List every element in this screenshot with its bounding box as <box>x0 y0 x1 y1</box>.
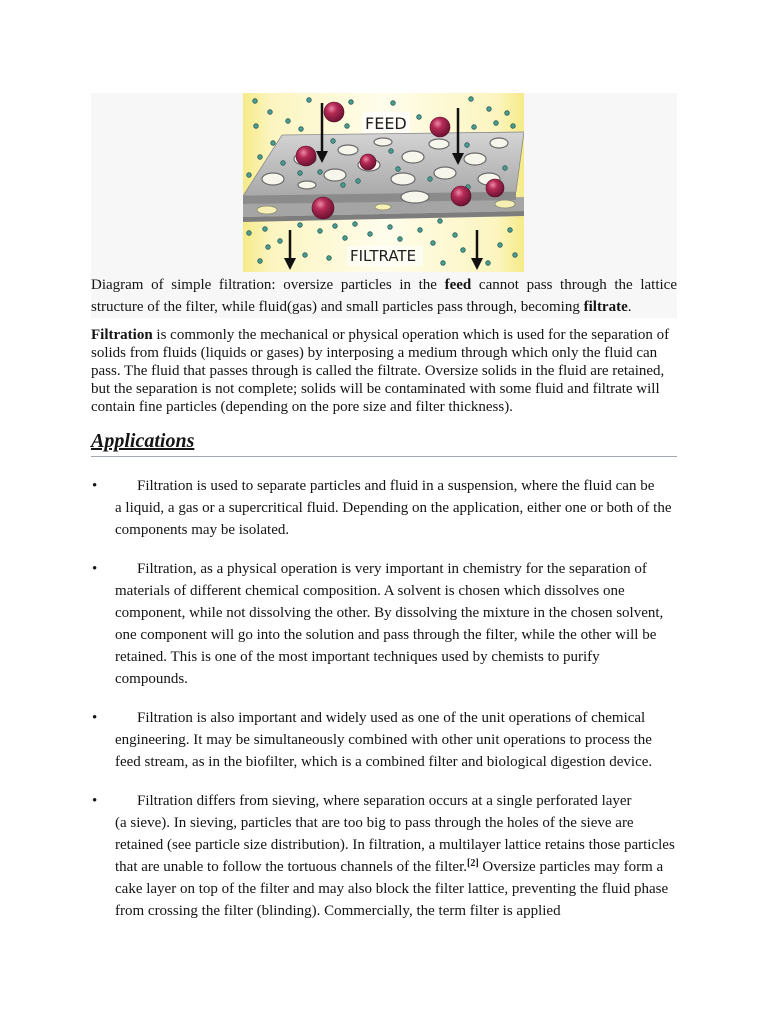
small-particle <box>431 241 436 246</box>
intro-line-text: is commonly the mechanical or physical operation which is used for the separation of <box>152 327 670 343</box>
small-particle <box>268 110 273 115</box>
small-particle <box>508 228 513 233</box>
small-particle <box>253 99 258 104</box>
intro-paragraph <box>91 326 691 416</box>
list-item-line: Filtration differs from sieving, where separation occurs at a single perforated layer <box>137 793 632 809</box>
list-item-line: component, while not dissolving the other. By dissolving the mixture in the chosen solvent, <box>115 605 664 621</box>
list-item-line: a liquid, a gas or a supercritical fluid. Depending on the application, either one or both of the <box>115 500 672 516</box>
caption-term-filtrate: filtrate <box>583 299 628 315</box>
small-particle <box>418 228 423 233</box>
filter-pore <box>464 153 486 165</box>
citation-reference: [2] <box>466 858 479 869</box>
small-particle <box>341 183 346 188</box>
small-particle <box>298 223 303 228</box>
small-particle <box>398 237 403 242</box>
small-particle <box>281 161 286 166</box>
list-item-line: one component will go into the solution and pass through the filter, while the other will be <box>115 627 657 643</box>
small-particle <box>299 127 304 132</box>
list-item <box>91 707 691 773</box>
filter-pore <box>324 169 346 181</box>
small-particle <box>396 167 401 172</box>
list-item-line: Filtration, as a physical operation is very important in chemistry for the separation of <box>137 561 647 577</box>
filter-pore <box>374 138 392 146</box>
caption-line <box>91 296 677 318</box>
section-heading-applications: Applications <box>91 430 195 452</box>
small-particle <box>307 98 312 103</box>
caption-text: . <box>627 299 632 315</box>
filter-pore <box>257 206 277 214</box>
caption-text: structure of the filter, while fluid(gas) and small particles pass through, becoming <box>91 299 584 315</box>
list-item <box>91 558 691 690</box>
small-particle <box>278 239 283 244</box>
list-item-line: feed stream, as in the biofilter, which is a combined filter and biological digestion device. <box>115 754 653 770</box>
caption-line <box>91 274 677 296</box>
small-particle <box>469 97 474 102</box>
small-particle <box>266 245 271 250</box>
small-particle <box>333 224 338 229</box>
small-particle <box>271 141 276 146</box>
small-particle <box>356 179 361 184</box>
small-particle <box>389 149 394 154</box>
feed-label: FEED <box>365 114 407 133</box>
filter-pore <box>402 151 424 163</box>
applications-list <box>91 475 691 939</box>
list-item-line: components may be isolated. <box>115 522 290 538</box>
bullet-icon: • <box>92 478 98 494</box>
small-particle <box>343 236 348 241</box>
bullet-icon: • <box>92 793 98 809</box>
filtration-diagram <box>243 93 524 272</box>
intro-line <box>91 326 691 344</box>
list-item-line: (a sieve). In sieving, particles that are too big to pass through the holes of the sieve are <box>115 815 634 831</box>
list-item-line <box>115 856 691 878</box>
caption-text: Diagram of simple filtration: oversize particles in the <box>91 277 445 293</box>
bullet-icon: • <box>92 710 98 726</box>
heading-divider <box>91 456 677 457</box>
small-particle <box>486 261 491 266</box>
oversize-particle <box>324 102 344 122</box>
small-particle <box>428 177 433 182</box>
oversize-particle <box>486 179 504 197</box>
small-particle <box>388 225 393 230</box>
list-item-line: from crossing the filter (blinding). Commercially, the term filter is applied <box>115 903 561 919</box>
oversize-particle <box>451 186 471 206</box>
list-item-line: engineering. It may be simultaneously combined with other unit operations to process the <box>115 732 652 748</box>
list-item-line: cake layer on top of the filter and may also block the filter lattice, preventing the fluid phase <box>115 881 669 897</box>
oversize-particle <box>360 154 376 170</box>
small-particle <box>254 124 259 129</box>
small-particle <box>258 259 263 264</box>
list-item-line: retained (see particle size distribution). In filtration, a multilayer lattice retains those particles <box>115 837 675 853</box>
small-particle <box>472 125 477 130</box>
filter-pore <box>495 200 515 208</box>
small-particle <box>461 248 466 253</box>
filter-pore <box>375 204 391 210</box>
list-item-line: Filtration is used to separate particles and fluid in a suspension, where the fluid can be <box>137 478 655 494</box>
intro-line: pass. The fluid that passes through is called the filtrate. Oversize solids in the fluid are retained, <box>91 363 665 379</box>
intro-term: Filtration <box>91 327 153 343</box>
small-particle <box>438 219 443 224</box>
small-particle <box>331 139 336 144</box>
small-particle <box>503 166 508 171</box>
small-particle <box>258 155 263 160</box>
small-particle <box>263 227 268 232</box>
small-particle <box>318 170 323 175</box>
filter-pore <box>429 139 449 149</box>
oversize-particle <box>430 117 450 137</box>
list-item-text: Oversize particles may form a <box>478 859 664 875</box>
oversize-particle <box>296 146 316 166</box>
small-particle <box>298 171 303 176</box>
list-item-line: retained. This is one of the most important techniques used by chemists to purify <box>115 649 600 665</box>
filter-pore <box>391 173 415 185</box>
filter-pore <box>338 145 358 155</box>
small-particle <box>247 173 252 178</box>
bullet-icon: • <box>92 561 98 577</box>
intro-line: but the separation is not complete; solids will be contaminated with some fluid and filtrate will <box>91 381 660 397</box>
intro-line: solids from fluids (liquids or gases) by interposing a medium through which only the fluid can <box>91 345 658 361</box>
filtrate-label: FILTRATE <box>350 247 417 265</box>
filter-pore <box>434 167 456 179</box>
small-particle <box>453 233 458 238</box>
small-particle <box>441 261 446 266</box>
small-particle <box>417 115 422 120</box>
small-particle <box>494 121 499 126</box>
small-particle <box>353 222 358 227</box>
small-particle <box>327 256 332 261</box>
filter-pore <box>401 191 429 203</box>
small-particle <box>318 229 323 234</box>
small-particle <box>286 119 291 124</box>
small-particle <box>511 124 516 129</box>
filter-pore <box>298 181 316 189</box>
intro-line: contain fine particles (depending on the pore size and filter thickness). <box>91 399 513 415</box>
list-item <box>91 475 691 541</box>
small-particle <box>487 107 492 112</box>
list-item-line: materials of different chemical composition. A solvent is chosen which dissolves one <box>115 583 625 599</box>
oversize-particle <box>312 197 334 219</box>
small-particle <box>513 253 518 258</box>
list-item <box>91 790 691 922</box>
figure-caption <box>91 274 677 318</box>
small-particle <box>247 231 252 236</box>
filter-pore <box>490 138 508 148</box>
list-item-line: compounds. <box>115 671 188 687</box>
small-particle <box>465 143 470 148</box>
list-item-line: Filtration is also important and widely used as one of the unit operations of chemical <box>137 710 646 726</box>
caption-text: cannot pass through the lattice <box>471 277 677 293</box>
filter-pore <box>262 173 284 185</box>
small-particle <box>368 232 373 237</box>
small-particle <box>303 253 308 258</box>
small-particle <box>498 243 503 248</box>
caption-term-feed: feed <box>444 277 472 293</box>
small-particle <box>391 101 396 106</box>
small-particle <box>505 111 510 116</box>
small-particle <box>345 124 350 129</box>
list-item-text: that are unable to follow the tortuous channels of the filter. <box>115 859 467 875</box>
small-particle <box>349 100 354 105</box>
